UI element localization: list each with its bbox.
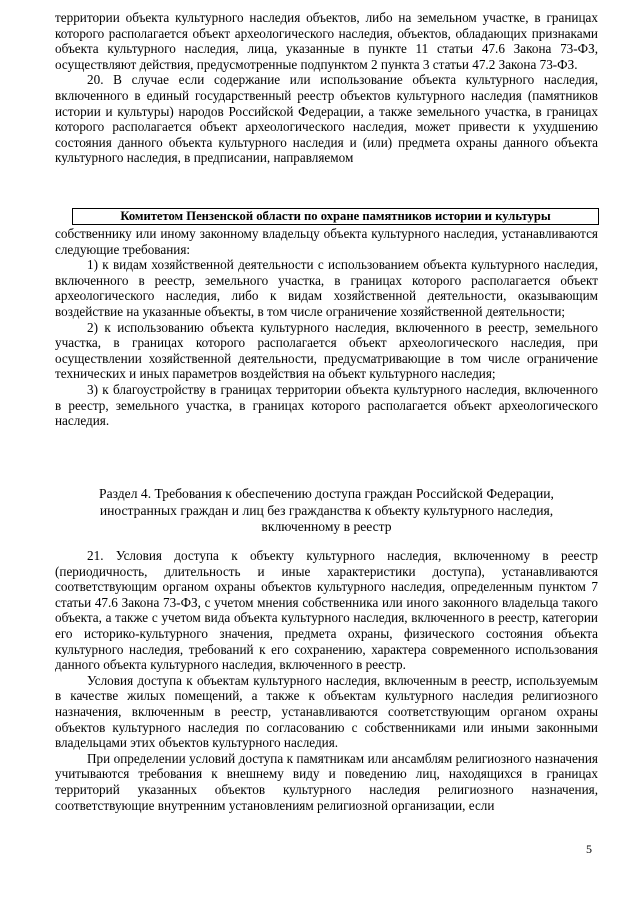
requirement-item-2: 2) к использованию объекта культурного наследия, включенного в реестр, земельного участка, в границах которого располагается объект археологического наследия, при осуществлении хозяйственной деятельности, предусматривающие в том числе ограничение технических и иных параметров воздействия на объект культурного наследия; <box>55 319 598 382</box>
section-4-title-line-2: иностранных граждан и лиц без гражданства к объекту культурного наследия, <box>99 502 554 518</box>
requirement-item-1: 1) к видам хозяйственной деятельности с использованием объекта культурного наследия, включенного в реестр, земельного участка, в границах которого располагается объект археологического наследия, либо к видам хозяйственной деятельности, оказывающим воздействие на указанные объекты, в том числе ограничение хозяйственной деятельности; <box>55 257 598 319</box>
paragraph-access-religious: При определении условий доступа к памятникам или ансамблям религиозного назначения учитываются требования к внешнему виду и поведению лиц, находящихся в границах территорий указанных объектов культурного наследия религиозного назначения, соответствующие внутренним установлениям религиозной организации, если <box>55 750 598 813</box>
text-block-access <box>55 548 598 813</box>
requirement-item-3: 3) к благоустройству в границах территории объекта культурного наследия, включенного в реестр, земельного участка, в границах которого располагается объект археологического наследия. <box>55 381 598 429</box>
text-block-top <box>55 10 598 166</box>
paragraph-owner: собственнику или иному законному владельцу объекта культурного наследия, устанавливаются следующие требования: <box>55 226 598 257</box>
paragraph-21: 21. Условия доступа к объекту культурного наследия, включенному в реестр (периодичность, длительность и иные характеристики доступа), устанавливаются соответствующим органом охраны объектов культурного наследия, определенным пунктом 7 статьи 47.6 Закона 73-ФЗ, с учетом мнения собственника или иного законного владельца такого объекта, а также с учетом вида объекта культурного наследия, включенного в реестр, категории его историко-культурного значения, предмета охраны, физического состояния объекта культурного наследия, требований к его сохранению, характера современного использования данного объекта культурного наследия, включенного в реестр. <box>55 548 598 673</box>
text-block-requirements <box>55 226 598 429</box>
paragraph-access-residential: Условия доступа к объектам культурного наследия, включенным в реестр, используемым в качестве жилых помещений, а также к объектам культурного наследия религиозного назначения, включенным в реестр, устанавливаются соответствующим органом охраны объектов культурного наследия по согласованию с собственниками или иными законными владельцами этих объектов культурного наследия. <box>55 672 598 751</box>
section-4-title-line-3: включенному в реестр <box>261 519 392 534</box>
paragraph-20: 20. В случае если содержание или использование объекта культурного наследия, включенного в единый государственный реестр объектов культурного наследия (памятников истории и культуры) народов Российской Федерации, а также земельного участка, в границах которого располагается объект археологического наследия, может привести к ухудшению состояния данного объекта культурного наследия и (или) предмета охраны данного объекта культурного наследия, в предписании, направляемом <box>55 72 598 166</box>
section-4-title <box>55 486 598 536</box>
committee-banner: Комитетом Пензенской области по охране памятников истории и культуры <box>72 208 599 225</box>
paragraph-continuation: территории объекта культурного наследия объектов, либо на земельном участке, в границах которого располагается объект археологического наследия, объектов, обладающих признаками объекта культурного наследия, лица, указанные в пункте 11 статьи 47.6 Закона 73-ФЗ, осуществляют действия, предусмотренные подпунктом 2 пункта 3 статьи 47.2 Закона 73-ФЗ. <box>55 10 598 72</box>
page-number: 5 <box>586 842 592 856</box>
section-4-title-line-1: Раздел 4. Требования к обеспечению доступа граждан Российской Федерации, <box>99 486 554 501</box>
